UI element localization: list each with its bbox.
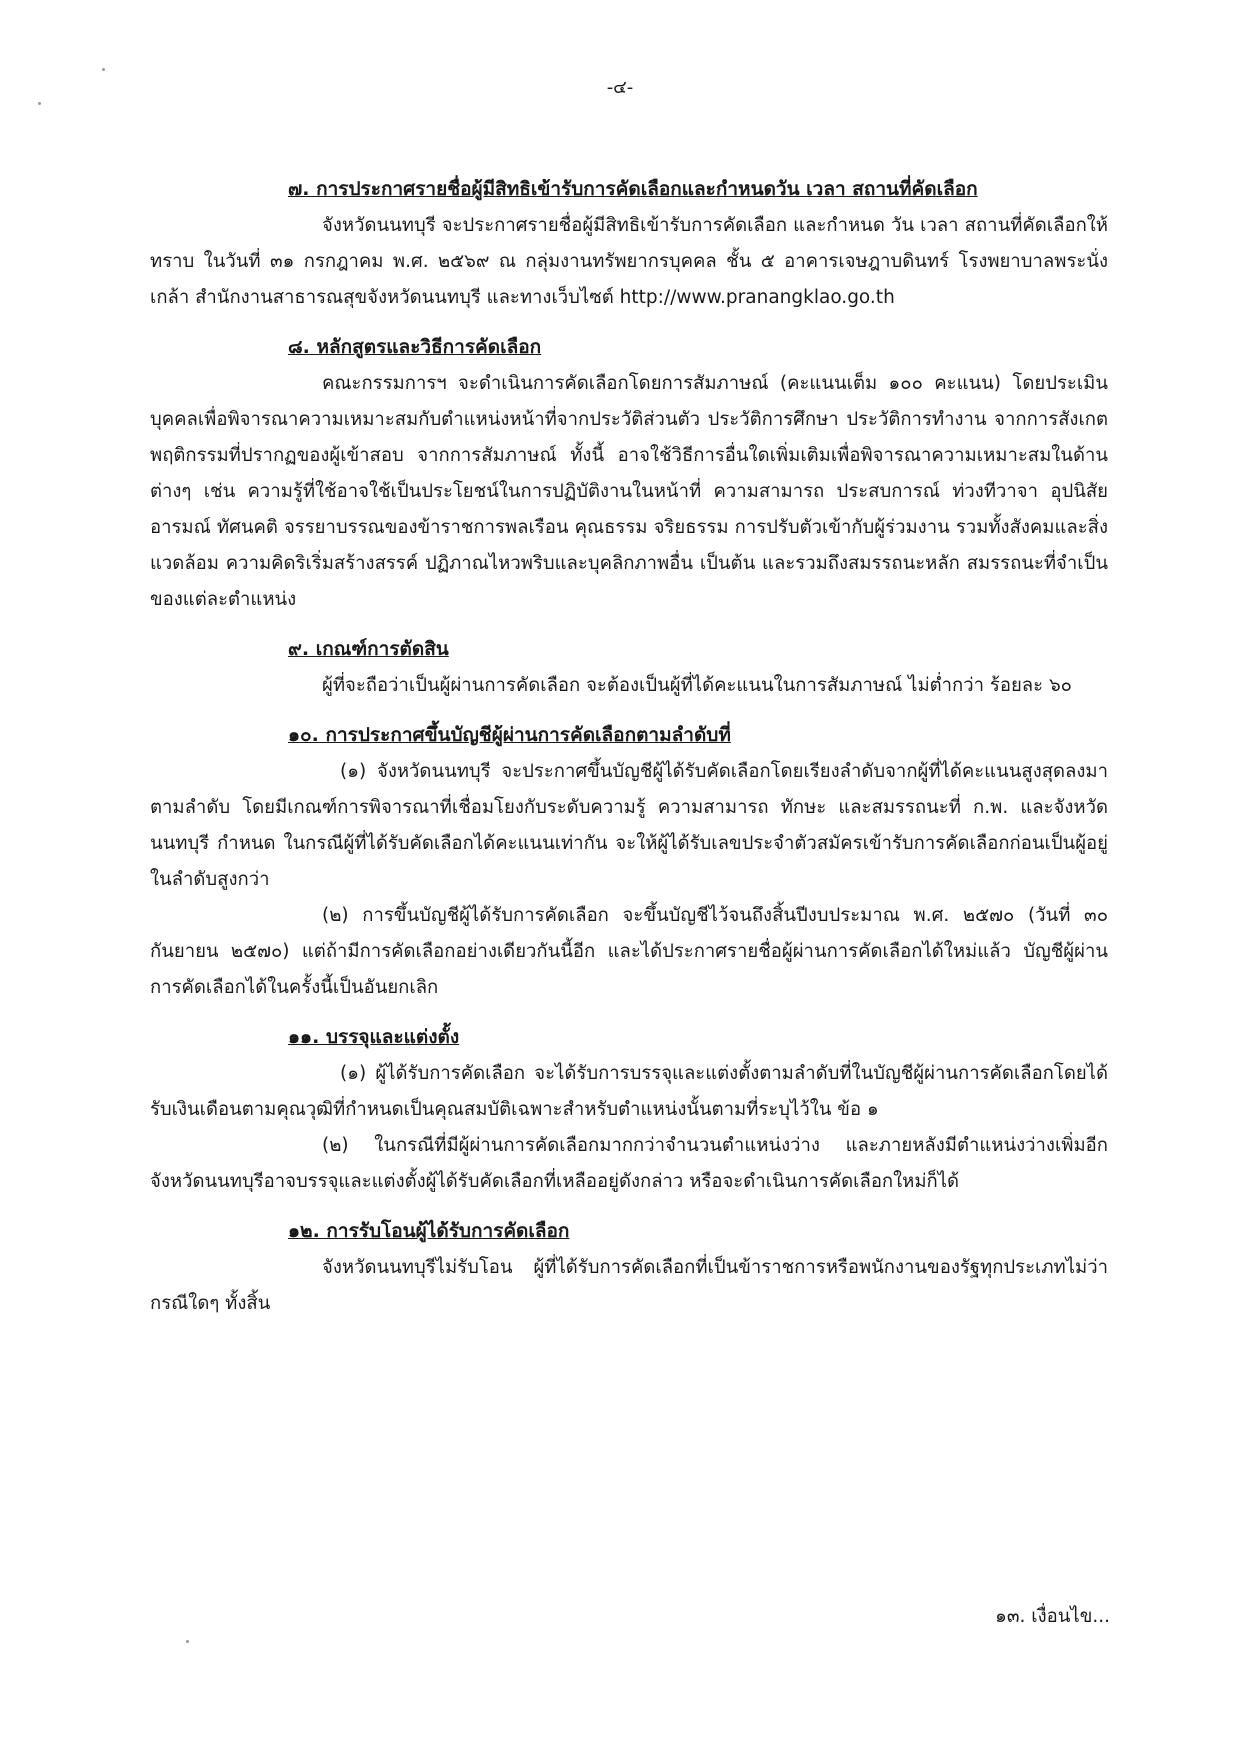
- page-number: -๔-: [606, 77, 634, 98]
- paragraph: (๒) ในกรณีที่มีผู้ผ่านการคัดเลือกมากกว่าจำนวนตำแหน่งว่าง และภายหลังมีตำแหน่งว่างเพิ่มอีก จังหวัดนนทบุรีอาจบรรจุและแต่งตั้งผู้ได้รับคัดเลือกที่เหลืออยู่ดังกล่าว หรือจะดำเนินการคัดเลือกใหม่ก็ได้: [150, 1135, 1108, 1192]
- section-11: [150, 1018, 1108, 1200]
- paragraph: จังหวัดนนทบุรี จะประกาศรายชื่อผู้มีสิทธิเข้ารับการคัดเลือก และกำหนด วัน เวลา สถานที่คัดเลือกให้ทราบ ในวันที่ ๓๑ กรกฎาคม พ.ศ. ๒๕๖๙ ณ กลุ่มงานทรัพยากรบุคคล ชั้น ๕ อาคารเจษฎาบดินทร์ โรงพยาบาลพระนั่งเกล้า สำนักงานสาธารณสุขจังหวัดนนทบุรี และทางเว็บไซต์ http://www.pranangklao.go.th: [150, 215, 1108, 308]
- section-heading: ๑๐. การประกาศขึ้นบัญชีผู้ผ่านการคัดเลือกตามลำดับที่: [288, 724, 731, 746]
- scan-speck: [38, 102, 41, 105]
- paragraph: ผู้ที่จะถือว่าเป็นผู้ผ่านการคัดเลือก จะต้องเป็นผู้ที่ได้คะแนนในการสัมภาษณ์ ไม่ต่ำกว่า ร้อยละ ๖๐: [322, 675, 1072, 696]
- continuation-note: ๑๓. เงื่อนไข...: [995, 1606, 1110, 1627]
- paragraph: (๑) จังหวัดนนทบุรี จะประกาศขึ้นบัญชีผู้ได้รับคัดเลือกโดยเรียงลำดับจากผู้ที่ได้คะแนนสูงสุดลงมาตามลำดับ โดยมีเกณฑ์การพิจารณาที่เชื่อมโยงกับระดับความรู้ ความสามารถ ทักษะ และสมรรถนะที่ ก.พ. และจังหวัดนนทบุรี กำหนด ในกรณีผู้ที่ได้รับคัดเลือกได้คะแนนเท่ากัน จะให้ผู้ได้รับเลขประจำตัวสมัครเข้ารับการคัดเลือกก่อนเป็นผู้อยู่ในลำดับสูงกว่า: [150, 761, 1108, 890]
- paragraph: คณะกรรมการฯ จะดำเนินการคัดเลือกโดยการสัมภาษณ์ (คะแนนเต็ม ๑๐๐ คะแนน) โดยประเมินบุคคลเพื่อพิจารณาความเหมาะสมกับตำแหน่งหน้าที่จากประวัติส่วนตัว ประวัติการศึกษา ประวัติการทำงาน จากการสังเกตพฤติกรรมที่ปรากฏของผู้เข้าสอบ จากการสัมภาษณ์ ทั้งนี้ อาจใช้วิธีการอื่นใดเพิ่มเติมเพื่อพิจารณาความเหมาะสมในด้านต่างๆ เช่น ความรู้ที่ใช้อาจใช้เป็นประโยชน์ในการปฏิบัติงานในหน้าที่ ความสามารถ ประสบการณ์ ท่วงทีวาจา อุปนิสัย อารมณ์ ทัศนคติ จรรยาบรรณของข้าราชการพลเรือน คุณธรรม จริยธรรม การปรับตัวเข้ากับผู้ร่วมงาน รวมทั้งสังคมและสิ่งแวดล้อม ความคิดริเริ่มสร้างสรรค์ ปฏิภาณไหวพริบและบุคลิกภาพอื่น เป็นต้น และรวมถึงสมรรถนะหลัก สมรรถนะที่จำเป็นของแต่ละตำแหน่ง: [150, 373, 1108, 610]
- section-heading: ๗. การประกาศรายชื่อผู้มีสิทธิเข้ารับการคัดเลือกและกำหนดวัน เวลา สถานที่คัดเลือก: [288, 178, 978, 200]
- paragraph: (๒) การขึ้นบัญชีผู้ได้รับการคัดเลือก จะขึ้นบัญชีไว้จนถึงสิ้นปีงบประมาณ พ.ศ. ๒๕๗๐ (วันที่ ๓๐ กันยายน ๒๕๗๐) แต่ถ้ามีการคัดเลือกอย่างเดียวกันนี้อีก และได้ประกาศรายชื่อผู้ผ่านการคัดเลือกได้ใหม่แล้ว บัญชีผู้ผ่านการคัดเลือกได้ในครั้งนี้เป็นอันยกเลิก: [150, 905, 1108, 998]
- paragraph: (๑) ผู้ได้รับการคัดเลือก จะได้รับการบรรจุและแต่งตั้งตามลำดับที่ในบัญชีผู้ผ่านการคัดเลือกโดยได้รับเงินเดือนตามคุณวุฒิที่กำหนดเป็นคุณสมบัติเฉพาะสำหรับตำแหน่งนั้นตามที่ระบุไว้ใน ข้อ ๑: [150, 1063, 1108, 1120]
- document-body: [150, 170, 1108, 1334]
- section-9: [150, 630, 1108, 704]
- section-10: [150, 716, 1108, 1006]
- section-8: [150, 328, 1108, 618]
- section-heading: ๙. เกณฑ์การตัดสิน: [288, 638, 449, 660]
- paragraph: จังหวัดนนทบุรีไม่รับโอน ผู้ที่ได้รับการคัดเลือกที่เป็นข้าราชการหรือพนักงานของรัฐทุกประเภทไม่ว่ากรณีใดๆ ทั้งสิ้น: [150, 1257, 1108, 1314]
- scan-speck: [186, 1640, 189, 1643]
- section-heading: ๑๑. บรรจุและแต่งตั้ง: [288, 1026, 460, 1048]
- section-7: [150, 170, 1108, 316]
- section-heading: ๑๒. การรับโอนผู้ได้รับการคัดเลือก: [288, 1220, 570, 1242]
- scan-speck: [102, 68, 105, 71]
- section-12: [150, 1212, 1108, 1322]
- section-heading: ๘. หลักสูตรและวิธีการคัดเลือก: [288, 336, 542, 358]
